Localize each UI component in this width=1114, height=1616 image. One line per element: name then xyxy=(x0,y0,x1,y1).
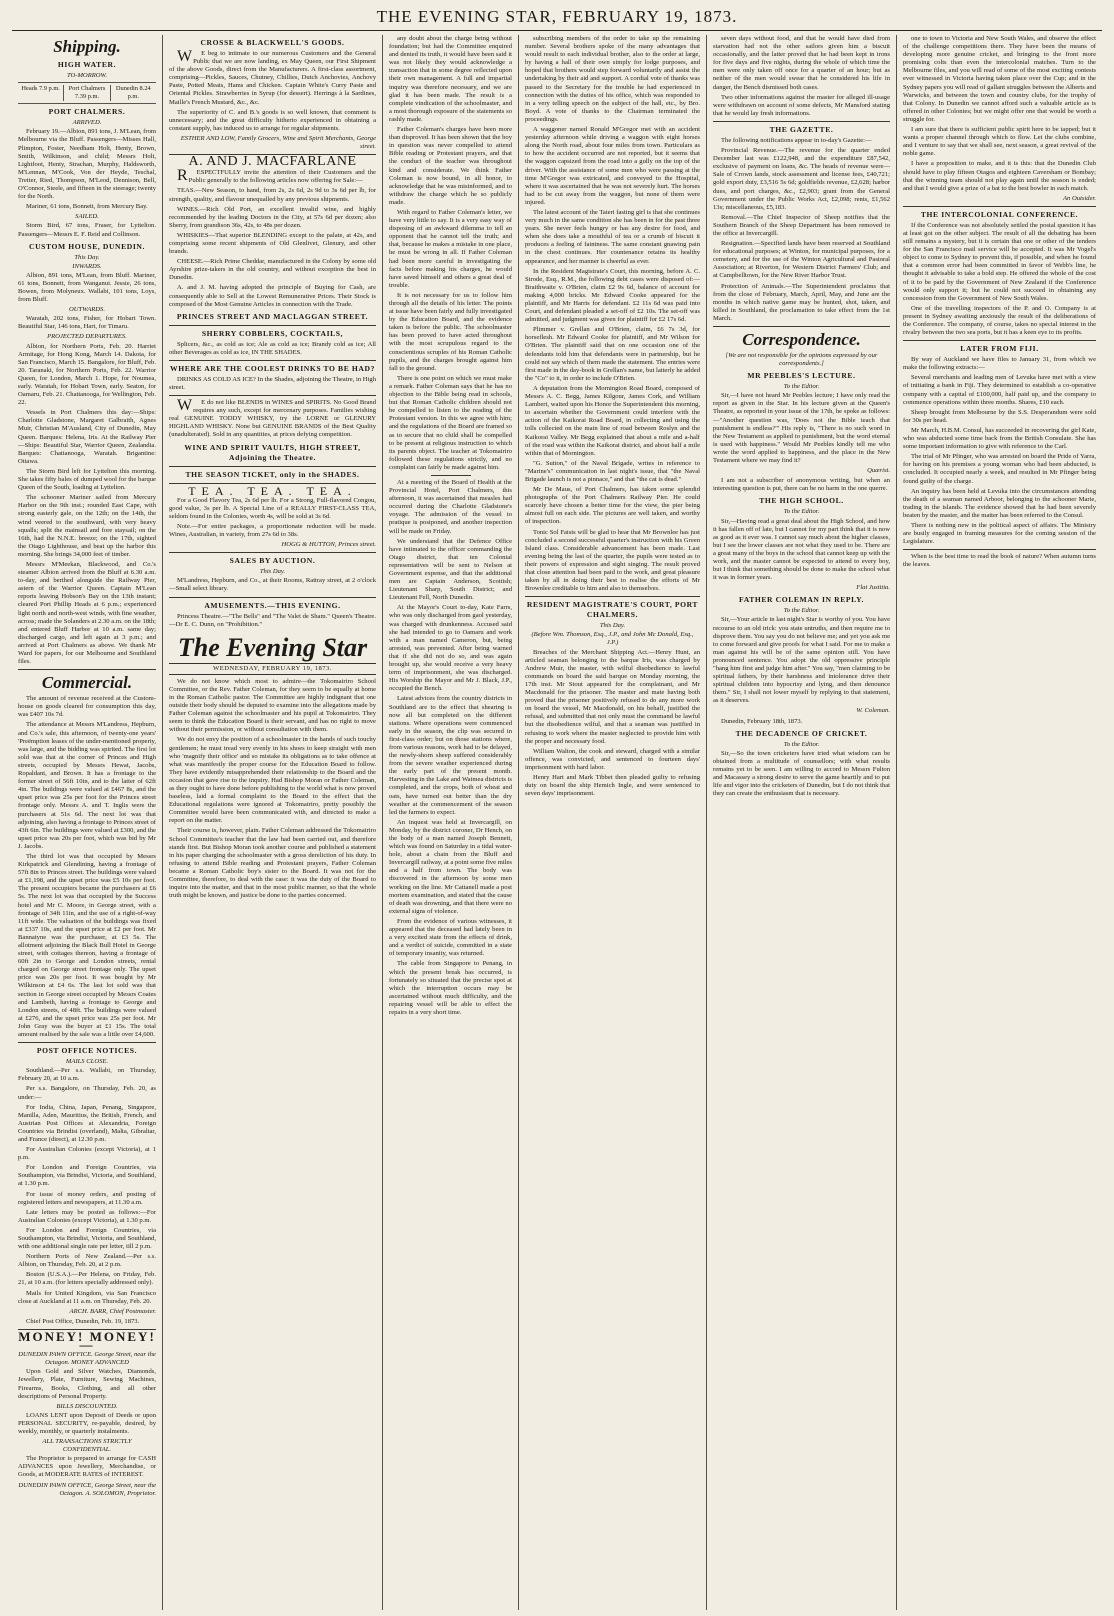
article-paragraph: In the Resident Magistrate's Court, this morning, before A. C. Strode, Esq., R.M., the following debt cases were disposed of:—Braithwaite v. O'Brien, claim £2 9s 6d, balance of account for making 4,000 bricks. Mr Edward Cooke appeared for the plaintiff, and Mr Harris for defendant. £2 11s 6d was paid into Court, and defendant pleaded a set-off of £2 10s. The set-off was admitted, and judgment was given for plaintiff for £2 17s 6d. xyxy=(525,267,700,324)
ad-paragraph: The Proprietor is prepared to arrange for CASH ADVANCES upon Jewellery, Merchandise, or Goods, at MODERATE RATES of INTEREST. xyxy=(18,1455,156,1479)
article-paragraph: At the Mayor's Court to-day, Kate Farrs, who was only discharged from gaol yesterday, was charged with drunkenness. Accused said she had intended to go to Oamaru and work with a man named Cameron, but, being arrested, was prevented. After being warned that if she did not do so, and was again brought up, she would receive a very heavy term of imprisonment, she was discharged. His Worship the Mayor and Mr J. Black, J.P., occupied the Bench. xyxy=(389,604,512,693)
article-paragraph: We understand that the Defence Office have intimated to the officer commanding the Otago district, that ten Colonial representatives will be sent to Nelson at Government expense, and that the additional men are Captain Anderson, Scottish; Lieutenant Sharp, South District; and Lieutenant Fell, North Dunedin. xyxy=(389,537,512,602)
ad-paragraph: Note.—For entire packages, a proportionate reduction will be made. Wines, Australian, in variety, from 27s 6d to 38s. xyxy=(169,522,376,539)
rm-court-heading: RESIDENT MAGISTRATE'S COURT, PORT CHALMERS. xyxy=(526,600,699,620)
article-paragraph: Vessels in Port Chalmers this day:—Ships: Charlotte Gladstone, Margaret Galbraith, Agnes Muir, Christian M'Ausland, City of Dunedin, May Queen. Barques: Helena, Iris. At the Railway Pier—Ships: Beautiful Star, Warrior Queen, Zealandia. Barques: Chattanooga, Waratah. Brigantine: Ottawa. xyxy=(18,409,156,465)
ad-address: PRINCES STREET AND MACLAGGAN STREET. xyxy=(176,311,369,321)
ad-title-sherry: SHERRY COBBLERS, COCKTAILS, xyxy=(201,328,344,338)
signature: ARCH. BARR, Chief Postmaster. xyxy=(69,1307,156,1315)
letter-paragraph: I have a proposition to make, and it is this: that the Dunedin Club should have to play fifteen Otagos and eighteen Caversham or Bombay; that the winning team should not play again until the season is ended; and that I would give a prize of a bat to the best bowler in each match. xyxy=(903,160,1096,192)
article-paragraph: It is not necessary for us to follow him through all the details of his letter. The points at issue have been fairly and fully investigated by the Education Board, and the evidence taken is before the public. The schoolmaster has been proved to have acted throughout with the most scrupulous regard to the conscientious scruples of his Roman Catholic pupils, and the charges brought against him fall to the ground. xyxy=(389,291,512,372)
column-local-news xyxy=(518,35,706,1610)
article-paragraph: Several merchants and leading men of Levuka have met with a view of initiating a bank in Fiji. They determined to establish a co-operative company with a capital of £100,000, half paid up, and the company to commence operations within three months. Shares, £10 each. xyxy=(903,374,1096,406)
article-paragraph: Sheep brought from Melbourne by the S.S. Desperandum were sold for 30s per head. xyxy=(903,408,1096,424)
article-paragraph: Two other informations against the master for alleged ill-usage were withdrawn on account of some defects, Mr Mansford stating that he would lay fresh informations. xyxy=(713,93,890,117)
article-paragraph: The amount of revenue received at the Custom-house on goods cleared for consumption this day, was £407 10s 7d. xyxy=(18,695,156,719)
section-title-correspondence: Correspondence. xyxy=(742,330,861,349)
ad-sub-pawn: DUNEDIN PAWN OFFICE. George Street, near the Octagon. MONEY ADVANCED xyxy=(18,1351,156,1367)
article-paragraph: A deputation from the Mornington Road Board, composed of Messrs A. C. Begg, James Kilgour, James Cork, and William Lambert, waited upon his Honor the Superintendent this morning, to ascertain whether the Government could interfere with the action of the Kaikorai Road Board, in collecting and using the tolls collected on the main line of road between Roslyn and the Kaikorai Valley. Mr Begg explained that about a mile and a-half of the road was within the Kaikorai district, and about half a mile within that of Mornington. xyxy=(525,384,700,457)
article-paragraph: Protection of Animals.—The Superintendent proclaims that from the close of February, March, April, May, and June are the months in which native game may be hunted, shot, taken, and killed in Southland, the proclamation to take effect from the 1st March. xyxy=(713,282,890,322)
closing-quip: When is the best time to read the book of nature? When autumn turns the leaves. xyxy=(903,553,1096,569)
letter-paragraph: one to town to Victoria and New South Wales, and observe the effect of the challenge competitions there. They have been the means of developing more genuine cricket, and bringing to the front more promising colts than even the intercolonial matches. Turn to the Melbourne files, and you will read of some of the most exciting contests ever witnessed in Victoria having taken place over the Cup; and in the Sydney papers you will read of gallant struggles between the Alberts and Warwicks, and between the town and country clubs, for the trophy of that Colony. In Dunedin we cannot afford such a valuable article as is offered in other Colonies; but we might offer one that would be worth a struggle for. xyxy=(903,35,1096,123)
article-paragraph: Henry Hart and Mark Tibbet then pleaded guilty to refusing duty on board the ship Hemich Ingle, and were sentenced to seven days' imprisonment. xyxy=(525,773,700,798)
high-water-sub: TO-MORROW. xyxy=(66,72,108,79)
ad-paragraph: WE do not like BLENDS in WINES and SPIRITS. No Good Brand requires any such, except for mercenary purposes. Families wishing real GENUINE TODDY WHISKY, try the LORNE or GLENURY HIGHLAND WHISKY. None but GENUINE BRANDS of the Best Quality (unadulterated). Sold in any quantities, at prices defying competition. xyxy=(169,397,376,439)
inwards-heading: INWARDS. xyxy=(72,262,102,270)
column-advertisements xyxy=(162,35,382,1610)
signature: Flat Justitia. xyxy=(856,584,890,592)
peebles-heading: MR PEEBLES'S LECTURE. xyxy=(747,371,856,381)
article-paragraph: At a meeting of the Board of Health at the Provincial Hotel, Port Chalmers, this afternoon, it was ascertained that measles had occurred during the Charlotte Gladstone's voyage. The admission of the vessel to pratique is postponed, and another inspection will be made on Friday. xyxy=(389,478,512,535)
article-paragraph: The cable from Singapore to Penang, in which the present break has occurred, is fortunately so situated that the precise spot at which the interruption occurs may be ascertained without much difficulty, and the repairing vessel will be able to effect the repairs in a very short time. xyxy=(389,960,512,1016)
article-paragraph: Princess Theatre.—"The Bells" and "The Valet de Sham." Queen's Theatre.—Dr E. C. Dunn, on "Prohibition." xyxy=(169,612,376,628)
ad-paragraph: TEAS.—New Season, to hand, from 2s, 2s 6d, 2s 9d to 3s 6d per lb, for strength, quality, and flavour unequalled by any previous shipments. xyxy=(169,187,376,203)
ad-title-crosse-blackwell: CROSSE & BLACKWELL'S GOODS. xyxy=(200,38,345,47)
divider xyxy=(713,121,890,122)
ad-paragraph: For a Good Flavory Tea, 2s 6d per lb. For a Strong, Full-flavored Congou, good value, 3s per lb. A Special Line of a REALLY FIRST-CLASS TEA, seldom found in the Colonies, worth 4s, will be sold at 3s 6d. xyxy=(169,496,376,520)
article-paragraph: Plimmer v. Grellan and O'Brien, claim, £6 7s 3d, for horseflesh. Mr Edward Cooke for plaintiff, and Mr Wilson for O'Brien. The plaintiff said that on one occasion one of the defendants told him that defendants were in partnership, but he could not say which of them made the statement. The entries were first made in the day-book in Grellan's name, but latterly he added the "Co" to it, in order to include O'Brien. xyxy=(525,326,700,382)
ad-title-macfarlane: A. AND J. MACFARLANE xyxy=(188,154,357,170)
article-paragraph: Chief Post Office, Dunedin, Feb. 19, 1873. xyxy=(26,1317,140,1325)
article-paragraph: By way of Auckland we have files to January 31, from which we make the following extracts:— xyxy=(903,356,1096,372)
article-paragraph: Northern Ports of New Zealand.—Per s.s. Albion, on Thursday, Feb. 20, at 2 p.m. xyxy=(18,1253,156,1269)
ad-paragraph: Upon Gold and Silver Watches, Diamonds, Jewellery, Plate, Furniture, Sewing Machines, Firearms, Books, Clothing, and all other descriptions of Personal Property. xyxy=(18,1368,156,1400)
article-paragraph: For Australian Colonies (except Victoria), at 1 p.m. xyxy=(18,1146,156,1162)
section-title-commercial: Commercial. xyxy=(41,673,133,693)
article-paragraph: Albion, for Northern Ports, Feb. 20. Harriet Armitage, for Hong Kong, March 14. Dakota, for San Francisco, March 15. Bangalore, for Bluff, Feb. 20. Taranaki, for Northern Ports, Feb. 22. Warrior Queen, for London, March 1. Hope, for Noumea, early. Waratah, for Hobart Town, early. Seaton, for Oamaru, Feb. 21. Chattanooga, for Wellington, Feb. 22. xyxy=(18,342,156,407)
signature: An Outsider. xyxy=(1063,194,1096,202)
divider xyxy=(903,549,1096,550)
letter-paragraph: Sir,—Your article in last night's Star is worthy of you. You have recourse to an old trick: you state untruths, and then require me to disprove them. You say you do not believe me; and yet you ask me to come forward and give proofs for what I said. For me to make a man against his will be of the same opinion still. You have pronounced sentence. You adopt the old oppressive principle "hang him first and judge him after." You say, "men claiming to be spiritual fathers, by their harshness and intolerance drive their spiritual children into hypocrisy and lying, and then denounce them." Sir, I shall not lower myself by replying to that statement, as it deserves. xyxy=(713,616,890,705)
divider xyxy=(18,669,156,670)
divider xyxy=(713,326,890,327)
divider xyxy=(18,1042,156,1043)
column-intercolonial-fiji xyxy=(896,35,1102,1610)
tide-table xyxy=(18,82,156,104)
divider xyxy=(525,596,700,597)
article-paragraph: William Walton, the cook and steward, charged with a similar offence, was convicted, and sentenced to fourteen days' imprisonment with hard labor. xyxy=(525,747,700,771)
to-editor: To the Editor. xyxy=(783,607,820,615)
article-paragraph: If the Conference was not absolutely settled the postal question it has at least got on the other subject. The result of all the debating has been still remains a mystery, but it is certain that one or other of the tenders for the San Francisco mail service will be accepted. It was Mr Vogel's object to come to Sydney to prevent this, if possible, and when he found that a common error had been committed in favor of Webb's line, he thought it advisable to take a bold step. He offered the whole of the cost of it to be paid by the Government of New Zealand if the Conference would only support it; but he could not succeed in obtaining any concession from the Government of New South Wales. xyxy=(903,221,1096,302)
article-paragraph: Waratah, 202 tons, Fisher, for Hobart Town. Beautiful Star, 146 tons, Hart, for Timaru. xyxy=(18,315,156,331)
ad-paragraph: RESPECTFULLY invite the attention of their Customers and the Public generally to the following articles now offering for Sale:— xyxy=(177,167,376,185)
article-paragraph: With regard to Father Coleman's letter, we have very little to say. It is a very easy way of disposing of an awkward dilemma to tell an opponent that he cannot tell the truth; and that, because he makes a mistake in one place, he must be wrong in all. If Father Coleman had been more careful in investigating the facts before making his charges, he would have saved himself and others a great deal of trouble. xyxy=(389,208,512,289)
letter-paragraph: I am not a subscriber of anonymous writing, but when an interesting question is put, there can be no harm in the one querre. xyxy=(713,477,890,493)
article-paragraph: Mr March, H.B.M. Consul, has succeeded in recovering the girl Kate, who was abducted some time back from the British Consulate. She has some important information to give with reference to the Carl. xyxy=(903,426,1096,451)
article-paragraph: The trial of Mr Pfinger, who was arrested on board the Pride of Yarra, for having on his premises a young woman who had been abducted, is concluded. It occupied nearly a week, and resulted in Mr Pfinger being found guilty of the charge. xyxy=(903,453,1096,485)
editorial-paragraph: Their course is, however, plain. Father Coleman addressed the Tokomairiro School Committee's teacher that the law had been carried out, and therefore stands first. But Bishop Moran took another course and published a statement in his paper charging the schoolmaster with a gross dereliction of his duty. In refusing to attend Bible reading and Protestant prayers, Father Coleman became a Roman Catholic boy's sister to the Board. It was not for the Committee, therefore, to deal with the case: it was the duty of the Board to inquire into the matter, and that in the most public manner, so that the whole truth might be known, and justice be done to the parties concerned. xyxy=(169,827,376,900)
port-chalmers-heading: PORT CHALMERS. xyxy=(48,107,126,117)
divider xyxy=(903,340,1096,341)
father-coleman-heading: FATHER COLEMAN IN REPLY. xyxy=(739,595,864,605)
column-gazette-correspondence xyxy=(706,35,896,1610)
article-paragraph: An inquiry has been held at Levuka into the circumstances attending the death of a seaman named Arboor, belonging to the schooner Marie, trading in the islands. The evidence showed that he had been severely beaten by the master, and the matter has been referred to the Consul. xyxy=(903,487,1096,519)
divider xyxy=(169,466,376,467)
article-paragraph: Southland.—Per s.s. Wallabi, on Thursday, February 20, at 10 a.m. xyxy=(18,1067,156,1083)
columns xyxy=(12,35,1102,1610)
article-paragraph: February 19.—Albion, 891 tons, J. M'Lean, from Melbourne via the Bluff. Passengers—Misses Hall, Plimpton, Foster, Needham Holt, Henty, Brown, Smith, Wilkinson, and child; Messrs Holt, Lightfoot, Henty, Strachan, Murphy, Haldsworth, M'Lennan, M'Cook, Von der Heyde, Teschal, Tretter, Ried, Thompson, M'Leod, Dennison, Bell, O'Connor, Steele, and fifteen in the steerage; twenty for the North. xyxy=(18,128,156,201)
signature: W. Coleman. xyxy=(856,707,890,715)
this-day-sub: This Day. xyxy=(74,253,100,261)
article-paragraph: A waggoner named Ronald M'Gregor met with an accident yesterday afternoon while driving a waggon with eight horses along the North road, about four miles from town. Particulars as to how the accident occurred are not reported, but it seems that the waggon capsized from the road into a gully on the top of the driver. With the assistance of some men who were passing at the time M'Gregor was extricated, and conveyed to the Hospital, where it was ascertained that he was not severely hurt. The horses had to be cut away from the waggon, but none of them were injured. xyxy=(525,126,700,206)
ad-title-tea: TEA. TEA. TEA. xyxy=(188,483,357,498)
article-paragraph: The following notifications appear in to-day's Gazette:— xyxy=(721,136,872,144)
ad-title-coolest-drinks: WHERE ARE THE COOLEST DRINKS TO BE HAD? xyxy=(170,363,375,373)
auction-sub: This Day. xyxy=(259,568,286,576)
article-paragraph: Per s.s. Bangalore, on Thursday, Feb. 20, as under:— xyxy=(18,1085,156,1101)
projected-heading: PROJECTED DEPARTURES. xyxy=(47,333,127,341)
article-paragraph: From the evidence of various witnesses, it appeared that the deceased had lately been in a very excited state from the effects of drink, and a verdict of suicide, committed in a state of temporary insanity, was returned. xyxy=(389,917,512,958)
article-paragraph: Albion, 891 tons, M'Lean, from Bluff. Mariner, 61 tons, Bonnett, from Wanganui. Jessie, 26 tons, Bowen, from Molyneux. Wallabi, 101 tons, Loys, from Bluff. xyxy=(18,271,156,304)
divider xyxy=(903,206,1096,207)
ad-paragraph: A. and J. M. having adopted the principle of Buying for Cash, are consequently able to Sell at the Lowest Remunerative Prices. Their Stock is composed of the Most Genuine Articles in connection with the Trade. xyxy=(169,284,376,308)
amusements-heading: AMUSEMENTS.—THIS EVENING. xyxy=(204,600,341,610)
ad-line: BILLS DISCOUNTED. xyxy=(56,1402,118,1410)
tide-dunedin: Dunedin 8.24 p.m. xyxy=(110,85,156,101)
article-paragraph: any doubt about the charge being without foundation; but had the Committee enquired and denied its truth, it would have been said it was not likely they would acknowledge a transaction that in some degree reflected upon their own management. A full and impartial inquiry was therefore necessary, and we are glad it has been made. The result is a complete vindication of the schoolmaster, and a most thorough exposure of the statements so rashly made. xyxy=(389,35,512,123)
letter-paragraph: Sir,—Having read a great deal about the High School, and how it has fallen off of late, but I cannot for my part think that it is now as good as it ever was. I cannot say much about the higher classes, but I see the lower classes are not what they used to be. There are a great many of the boys in the school that cannot keep up with the work, and the master cannot be expected to attend to every boy, but I think that something should be done to make the school what it was in former years. xyxy=(713,517,890,582)
article-paragraph: M'Landress, Hepburn, and Co., at their Rooms, Rattray street, at 2 o'clock—Small select library. xyxy=(169,577,376,593)
article-paragraph: Messrs M'Meekan, Blackwood, and Co.'s steamer Albion arrived from the Bluff at 6.30 a.m. to-day, and berthed alongside the Railway Pier, astern of the Warrior Queen. Captain M'Lean reports leaving Hobson's Bay on the 13th instant; cleared Port Phillip Heads at 6 p.m.; experienced light north and north-west winds, with fine weather, across; made the Solanders at 2.30 a.m. on the 18th; and entered Bluff Harbor at 10 a.m. same day; discharged cargo, and left again at 3 p.m.; and arrived at Port Chalmers as above. We thank Mr Ward for papers, for our Melbourne and Southland files. xyxy=(18,560,156,666)
divider xyxy=(169,325,376,326)
article-paragraph: Resignation.—Specified lands have been reserved at Southland for educational purposes; at Winton, for municipal purposes, for a cemetery, and for the use of the Winton Agricultural and Pastoral Association; at Riverton, for Western District Farmers' Club; and at Campbelltown, for the New River Harbor Trust. xyxy=(713,240,890,280)
letter-date: Dunedin, February 18th, 1873. xyxy=(721,717,803,725)
tide-port-chalmers: Port Chalmers 7.39 p.m. xyxy=(63,85,109,101)
ad-line: ALL TRANSACTIONS STRICTLY CONFIDENTIAL. xyxy=(42,1438,132,1454)
article-paragraph: The latest account of the Taieri fasting girl is that she continues very much in the same condition she has been in for the past three years. She never feels hungry or has any desire for food, and when she does take a mouthful of tea or a crumb of biscuit it produces a feeling of faintness. The same constant gnawing pain in the chest continues. Her countenance retains its healthy appearance, and her manner is cheerful as ever. xyxy=(525,208,700,265)
article-paragraph: For London and Foreign Countries, via Southampton, via Brindisi, Victoria, and Southland, with one additional single rate per letter, till 2 p.m. xyxy=(18,1226,156,1251)
article-paragraph: "G. Sutton," of the Naval Brigade, writes in reference to "Marine's" communication in last night's issue, that "the Naval Brigade launch is not a pinnace," and that "the cat is dead." xyxy=(525,459,700,483)
fiji-heading: LATER FROM FIJI. xyxy=(960,344,1039,354)
article-paragraph: Mr De Maus, of Port Chalmers, has taken some splendid photographs of the Port Chalmers Railway Pier. He could scarcely have chosen a better time for the view, the pier being almost full on each side. The pictures are well taken, and worthy of inspection. xyxy=(525,486,700,526)
article-paragraph: Storm Bird, 67 tons, Fraser, for Lyttelton. Passengers—Messrs E. F. Reid and Collinson. xyxy=(18,222,156,238)
article-paragraph: The Storm Bird left for Lyttelton this morning. She takes fifty bales of dumped wool for the barque Queen of the South, loading at Lyttelton. xyxy=(18,467,156,492)
rm-court-sub: This Day. xyxy=(599,622,626,630)
article-paragraph: Boston (U.S.A.).—Per Helena, on Friday, Feb. 21, at 10 a.m. (for letters specially addressed only). xyxy=(18,1271,156,1287)
article-paragraph: Father Coleman's charges have been more than disproved. It has been shown that the boy in question was never compelled to attend Bible reading or Protestant prayers, and that the conduct of the teacher was throughout kind and considerate. We think Father Coleman is now bound, in all honor, to acknowledge that he was misinformed, and to withdraw the charge which he so publicly made. xyxy=(389,126,512,206)
signature: HOGG & HUTTON, Princes street. xyxy=(281,541,376,549)
article-paragraph: The schooner Mariner sailed from Mercury Harbor on the 9th inst.; rounded East Cape, with strong easterly gale, on the 12th; on the 14th, the wind veered to the southward, with very heavy squalls; split the mainsail and fore staysail; on the 16th, had the N.N.E. breeze; on the 17th, sighted the Otago Lighthouse, and beat up the harbor this morning. She brings 34,000 feet of timber. xyxy=(18,494,156,558)
ad-paragraph: WE beg to intimate to our numerous Customers and the General Public that we are now landing, ex May Queen, our First Shipment of the above Goods, direct from the Manufacturers. A first-class assortment, comprising—Pickles, Sauces, Chutney, Chillies, Dutch Anchovies, Anchovy Paste, Potted Meats, Hams and Chicken. Captain White's Curry Paste and Oriental Pickles. Strawberries in Syrup (for dessert). Herrings à la Sardines, Maille's French Mustard, &c., &c. xyxy=(169,48,376,106)
high-school-heading: THE HIGH SCHOOL. xyxy=(759,496,844,506)
article-paragraph: There is one point on which we must make a remark. Father Coleman says that he has no objection to the Bible being read in schools, but that Roman Catholic children should not be compelled to listen to the reading of the Protestant version. In this we agree with him; and the regulations of the Board are framed so as to secure that no child shall be compelled to be present at religious instruction to which its parents object. The teacher at Tokomairiro followed these regulations strictly, and no complaint can fairly be made against him. xyxy=(389,374,512,471)
article-paragraph: One of the travelling inspectors of the P. and O. Company is at present in Sydney awaiting anxiously the result of the deliberations of the Conference. The company, of course, takes no special interest in the rivalry between the two sea ports, but it has a keen eye to its profits. xyxy=(903,304,1096,337)
ad-paragraph: WINES.—Rich Old Port, an excellent invalid wine, and highly recommended by the leading Doctors in the City, at 57s 6d per dozen; also Sherry, from grandison 36s, 42s, to 48s per dozen. xyxy=(169,205,376,229)
arrived-heading: ARRIVED. xyxy=(72,119,102,127)
article-paragraph: Provincial Revenue.—The revenue for the quarter ended December last was £122,948, and the expenditure £87,542, exclusive of payment on loans, &c. The heads of revenue were—Sale of Crown lands, stock assessment and license fees, £40,721; gold export duty, £3,516 5s 6d; goldfields revenue, £2,628; harbor dues, and port charges, &c., £2,903; grant from the General Government under the Public Works Act, £2,098; rents, £1,562 13s; miscellaneous, £5,183. xyxy=(713,147,890,211)
post-office-heading: POST OFFICE NOTICES. xyxy=(36,1046,138,1056)
section-title-shipping: Shipping. xyxy=(53,37,121,56)
article-paragraph: The third lot was that occupied by Messrs Kirkpatrick and Glendining, having a frontage of 57ft 8in to Princes street. The buildings were valued at £1,198, and the upset price was £5 10s per foot. The present occupiers became the purchasers at £6 5s. The next lot was that occupied by the Success hotel and Mr C. Moore, in George street, with a frontage of 34ft 11in, and the use of a right-of-way 11ft wide. The valuation of the buildings was fixed at £337 10s, and the upset price at £2 per foot. Mr Bannatyne was the purchaser, at £3 5s. The allotment adjoining the Black Bull Hotel in George street, with cottages thereon, having a frontage of 60ft 2in to George and London streets, rental charged on George street frontage only. The upset price was 20s per foot. It was bought by Mr Wilkinson at £4 6s. The last lot sold was that section in George street occupied by Messrs Coates and Lambeth, having a frontage to George and London streets, of 48ft. The buildings were valued at £276, and the upset price was 25s per foot. Mr John Gray was the buyer at £1 15s. The total amount realised by the sale was a little over £4,600. xyxy=(18,852,156,1039)
custom-house-heading: CUSTOM HOUSE, DUNEDIN. xyxy=(28,241,145,251)
rm-court-bench: (Before Wm. Thomson, Esq., J.P., and John Mc Donald, Esq., J.P.) xyxy=(531,631,694,647)
article-paragraph: Late letters may be posted as follows:—For Australian Colonies (except Victoria), at 1.30 p.m. xyxy=(18,1208,156,1224)
article-paragraph: There is nothing new in the political aspect of affairs. The Ministry are busily engaged in framing measures for the coming session of the Legislature. xyxy=(903,521,1096,546)
signature: ESTHER AND LOW, Family Grocers, Wine and Spirit Merchants, George street. xyxy=(180,134,376,151)
ad-title-money: MONEY! MONEY!— xyxy=(18,1328,156,1353)
article-paragraph: For India, China, Japan, Penang, Singapore, Manilla, Aden, Mauritius, the British, French, and Austrian Post Offices at Alexandria, Foreign Countries via Brindisi (overland), Malta, Gibraltar, and France (direct), at 12.30 p.m. xyxy=(18,1103,156,1143)
ad-paragraph: WHISKIES—That superior BLENDING except to the palate, at 42s, and comprising some recent shipments of Old Glenlivet, Glenury, and other brands. xyxy=(169,231,376,256)
article-paragraph: Tonic Sol Faists will be glad to hear that Mr Brownlee has just concluded a second successful quarter's instruction with his Green Island class. Considerable advancement has been made. Last evening being the last of the quarter, the pupils were tested as to their powers of expression and sight singing. The result proved that close attention had been paid to the work, and great pleasure taken by all in doing their best to realise the efforts of Mr Brownlee creditable to him and also to themselves. xyxy=(525,528,700,593)
to-editor: To the Editor. xyxy=(783,740,820,748)
divider xyxy=(169,360,376,361)
ad-address: WINE AND SPIRIT VAULTS, HIGH STREET, Adjoining the Theatre. xyxy=(184,442,361,462)
article-paragraph: subscribing members of the order to take up the remaining number. Several brothers spoke of the many advantages that would result to each individual brother, also to the order at large, by having a hall of their own simply for lodge purposes, and hoped that brothers would step forward voluntarily and assist the undertaking by their aid and support. A cordial vote of thanks was passed to the Secretary for the trouble he had experienced in connection with the duties of his office, which was responded to in a very telling speech on the subject of the hall, etc., by Bro. Boyd. A vote of thanks to the Chairman terminated the proceedings. xyxy=(525,35,700,123)
evening-star-title: The Evening Star xyxy=(177,632,368,662)
article-paragraph: An inquest was held at Invercargill, on Monday, by the district coroner, Dr Hench, on the body of a man named Joseph Bennett, which was found on Saturday in a tidal water-hole, about a chain from the Bluff and Invercargill railway, at a point some five miles and a half from town. The body was discovered in the afternoon by some men working on the line. Mr Cattanell made a post mortem examination, and stated that the cause of death was drowning, and that there were no external signs of violence. xyxy=(389,818,512,915)
ad-paragraph: CHEESE.—Rich Prime Cheddar, manufactured in the Colony by some old Ayrshire prize-takers in the old country, and without exception the best in Dunedin. xyxy=(169,258,376,282)
article-paragraph: Breaches of the Merchant Shipping Act.—Henry Hunt, an articled seaman belonging to the barque Iris, was charged by Andrew Muir, the master, with wilful disobedience to lawful commands on board the said barque on Monday morning, the 17th inst. Mr Stout appeared for the complainant, and Mr Macdonald for the prisoner. The master and mate having both proved that the prisoner positively refused to do any more work on board the vessel, Mr Macdonald, on his behalf, justified the refusal, and submitted that not only must the command be lawful but the disobedience wilful, and that a seaman was justified in refusing to work where the master neglected to provide him with the proper and necessary food. xyxy=(525,648,700,745)
divider xyxy=(169,597,376,598)
ad-paragraph: DRINKS AS COLD AS ICE? In the Shades, adjoining the Theatre, in High street. xyxy=(169,375,376,391)
article-paragraph: For issue of money orders, and posting of registered letters and newspapers, at 11.30 a.m. xyxy=(18,1190,156,1206)
letter-paragraph: I am sure that there is sufficient public spirit here to be tapped; but it wants a proper channel through which to flow. Let the clubs combine, and I venture to say that we shall see, next season, a great revival of the noble game. xyxy=(903,126,1096,158)
divider xyxy=(431,475,471,476)
to-editor: To the Editor. xyxy=(783,508,820,516)
to-editor: To the Editor. xyxy=(783,383,820,391)
ad-title-season-ticket: THE SEASON TICKET, only in the SHADES. xyxy=(185,469,360,479)
signature: Quærist. xyxy=(867,467,890,475)
intercolonial-heading: THE INTERCOLONIAL CONFERENCE. xyxy=(920,209,1079,219)
signature: DUNEDIN PAWN OFFICE, George Street, near the Octagon. A. SOLOMON, Proprietor. xyxy=(18,1481,156,1497)
correspondence-note: [We are not responsible for the opinions expressed by our correspondents.] xyxy=(725,352,878,368)
editorial-paragraph: We do not envy the position of a schoolmaster in the hands of such touchy gentlemen; he must tread very evenly in his shoes to keep straight with men who 'magnify their office' and so mistake its obligations as to take offence at what was manifestly the proper course for the Education Board to follow. They have evidently misapprehended their relationship to the Board and the occasion that gave rise to the inquiry. Had Bishop Moran or Father Coleman, as they ought to have done before publishing to the world what is now proved baseless, laid a formal complaint to the Board to the effect that the Educational regulations were ignored at Tokomairiro, pretty possibly the Committee would have been communicated with, and directed to make a report on the matter. xyxy=(169,736,376,825)
masthead: THE EVENING STAR, FEBRUARY 19, 1873. xyxy=(12,6,1102,31)
sailed-heading: SAILED. xyxy=(75,213,99,221)
column-editorial-continued xyxy=(382,35,518,1610)
editorial-paragraph: We do not know which most to admire—the Tokomairiro School Committee, or the Rev. Father Coleman, for they seem to be equally at home in the Roman Catholic pastor. The Committee are highly indignant that one outside their body should be deputed to examine into the allegations made by Father Coleman against the schoolmaster and his pupil at Tokomairiro. They seem to think the Education Board is their servant, and has no right to move without their permission, or without consultation with them. xyxy=(169,677,376,734)
ad-paragraph: The superiority of C. and B.'s goods is so well known, that comment is unnecessary; and the great difficulty hitherto experienced in obtaining a constant supply, has induced us to arrange for regular shipments. xyxy=(169,108,376,132)
ad-paragraph: LOANS LENT upon Deposit of Deeds or upon PERSONAL SECURITY, re-payable, desired, by weekly, monthly, or quarterly instalments. xyxy=(18,1411,156,1435)
column-shipping xyxy=(12,35,162,1610)
ad-paragraph: Splicers, &c., as cold as ice; Ale as cold as ice; Brandy cold as ice; All other Beverages as cold as ice, IN THE SHADES. xyxy=(169,340,376,356)
auction-heading: SALES BY AUCTION. xyxy=(229,556,316,566)
article-paragraph: For London and Foreign Countries, via Southampton, via Brindisi, Victoria, and Southland, at 1.30 p.m. xyxy=(18,1164,156,1188)
article-paragraph: The attendance at Messrs M'Landress, Hepburn, and Co.'s sale, this afternoon, of twenty-one years' 'Preëmption leases of the under-mentioned property, was large, and the bidding was spirited. The first lot sold was that at the corner of Princes and High streets, occupied by Messrs Hewat, Jacobs, Ropaldant, and Brown. It has a frontage to the former street of 56ft 10in, and to the latter of 62ft 4in. The buildings were valued at £467 8s, and the upset price was 25s per foot for the Princes street frontage only. Messrs A. and T. Inglis were the purchasers at 51s 6d. The next lot was that adjoining, also having a frontage to Princes street of 43ft 6in. The buildings were valued at £300, and the upset price was 20s per foot, which was bid by Mr J. Jacobs. xyxy=(18,721,156,850)
letter-paragraph: Sir,—So the town cricketers have tried what wisdom can be obtained from a multitude of counsellors; with what results remains yet to be seen. I am willing to accord to Messrs Fulton and Macassey a strong desire to serve the game heartily and to put life and vigor into the cricketers of Dunedin, but I do not think that they can create the enthusiasm that is necessary. xyxy=(713,749,890,798)
tide-heads: Heads 7.9 p.m. xyxy=(21,85,60,93)
cricket-heading: THE DECADENCE OF CRICKET. xyxy=(735,728,868,738)
outwards-heading: OUTWARDS. xyxy=(69,306,105,314)
article-paragraph: Removal.—The Chief Inspector of Sheep notifies that the Southern Branch of the Sheep Department has been removed to the office at Invercargill. xyxy=(713,213,890,237)
letter-paragraph: Sir,—I have not heard Mr Peebles lecture; I have only read the report as given in the Star. In his lecture given at the Queen's Theatre, as reported in your issue of the 17th, he spoke as follows:—"Another question was, 'Does not the Bible teach that punishment is endless?'" His reply is, "There is no such word in the New Testament as applied to punishment, but the word eternal is used with happiness." Would Mr Peebles kindly tell me who wrote the word applied to happiness, and the place in the New Testament where we may find it? xyxy=(713,392,890,465)
mails-close-sub: MAILS CLOSE. xyxy=(65,1058,109,1066)
article-paragraph: seven days without food, and that he would have died from starvation had not the other sailors given him a biscuit occasionally, and the latter proved that he had been kept in irons for five days and five nights, during the whole of which time the men were only taken off once for a quarter of an hour; but as neither of the men would swear that he considered his life in danger, the Bench dismissed both cases. xyxy=(713,35,890,91)
high-water-heading: HIGH WATER. xyxy=(57,60,117,69)
article-paragraph: Mails for United Kingdom, via San Francisco close at Auckland at 11 a.m. on Thursday, Feb. 20. xyxy=(18,1289,156,1305)
gazette-heading: THE GAZETTE. xyxy=(769,124,834,134)
divider xyxy=(169,552,376,553)
editorial-dateline: WEDNESDAY, FEBRUARY 19, 1873. xyxy=(169,663,376,675)
divider xyxy=(169,395,376,396)
article-paragraph: Mariner, 61 tons, Bonnett, from Mercury Bay. xyxy=(26,203,148,211)
article-paragraph: Latest advices from the country districts in Southland are to the effect that shearing is now all but completed on the different stations. Where operations were commenced early in the season, the clip was secured in first-class order; but on those stations where, from various reasons, work had to be delayed, the newly-shorn sheep suffered considerably from the severe weather experienced during the early part of the present month. Harvesting in the Lake and Waimea districts is completed, and the crops, both of wheat and oats, have turned out better than the dry weather at the commencement of the season led the farmers to expect. xyxy=(389,695,512,816)
